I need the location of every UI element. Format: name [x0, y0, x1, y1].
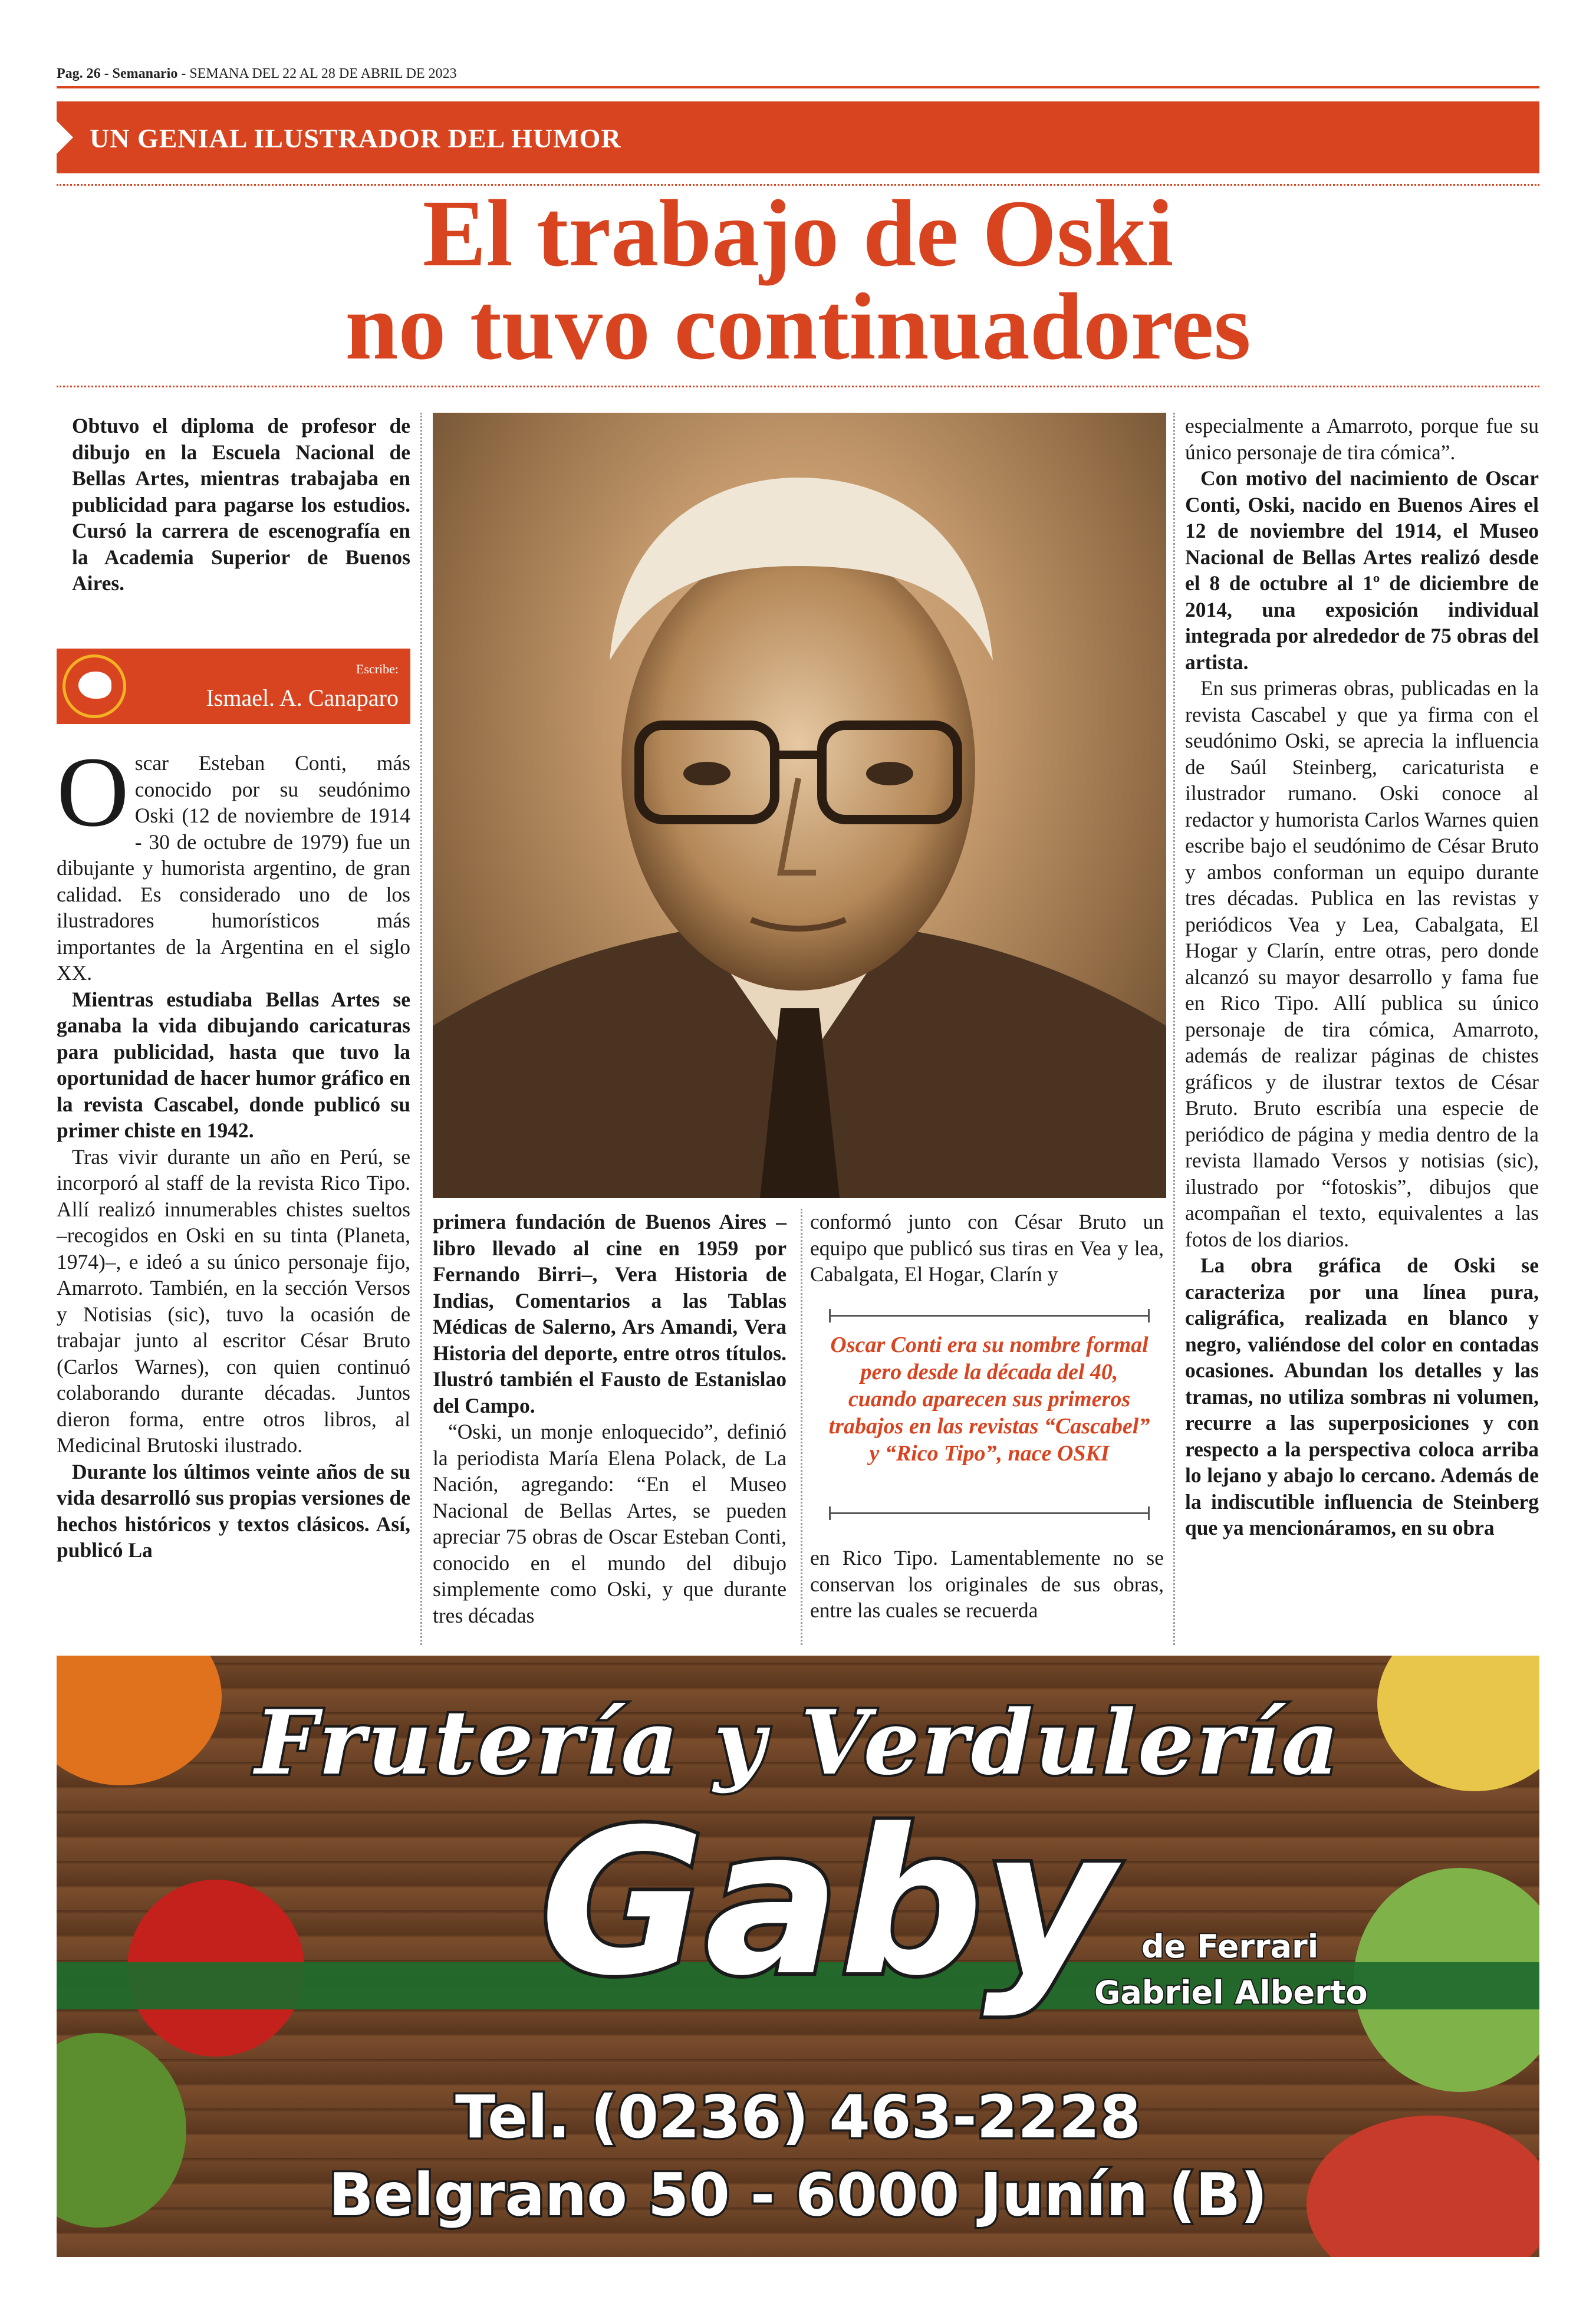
ad-address: Belgrano 50 - 6000 Junín (B) — [328, 2160, 1268, 2229]
ad-phone: Tel. (0236) 463-2228 — [455, 2083, 1141, 2151]
column-2 — [433, 1209, 787, 1629]
column-4 — [1185, 413, 1539, 1541]
body-paragraph: especialmente a Amarroto, porque fue su único personaje de tira cómica”. — [1185, 414, 1539, 464]
pull-quote-text: Oscar Conti era su nombre formal pero desde la década del 40, cuando aparecen sus primeros trabajos en las revistas “Cascabel” y “Rico Tipo”, nace OSKI — [828, 1333, 1150, 1466]
body-paragraph: Oscar Esteban Conti, más conocido por su seudónimo Oski (12 de noviembre de 1914 - 30 de octubre de 1979) fue un dibujante y humorista argentino, de gran calidad. Es considerado uno de los ilustradores humorísticos más importantes de la Argentina en el siglo XX. — [57, 736, 410, 985]
body-paragraph: en Rico Tipo. Lamentablemente no se conservan los originales de sus obras, entre las cuales se recuerda — [810, 1546, 1164, 1622]
body-paragraph: Con motivo del nacimiento de Oscar Conti, Oski, nacido en Buenos Aires el 12 de noviembre del 1914, el Museo Nacional de Bellas Artes realizó desde el 8 de octubre al 1º de diciembre de 2014, una exposición individual integrada por alrededor de 75 obras del artista. — [1185, 466, 1539, 674]
column-3 — [810, 1209, 1164, 1288]
pull-quote — [818, 1305, 1160, 1518]
body-paragraph: “Oski, un monje enloquecido”, definió la periodista María Elena Polack, de La Nación, agregando: “En el Museo Nacional de Bellas Artes, se pueden apreciar 75 obras de Oscar Esteban Conti, conocido en el mundo del dibujo simplemente como Oski, y que durante tres décadas — [433, 1420, 787, 1627]
ad-brand-name: Gaby — [540, 1787, 1114, 2020]
column-3-continued — [810, 1545, 1164, 1624]
publication-name: Semanario — [112, 66, 178, 81]
column-1-body — [57, 736, 410, 1564]
column-divider — [1173, 413, 1175, 1645]
triangle-icon — [57, 121, 73, 154]
portrait-photo — [433, 413, 1166, 1198]
byline-eyebrow: Escribe: — [356, 662, 399, 676]
byline-box — [57, 649, 410, 724]
top-rule — [57, 86, 1539, 88]
ad-subtitle: de Ferrari — [1141, 1928, 1319, 1965]
headline-line-1: El trabajo de Oski — [422, 181, 1174, 287]
issue-week: SEMANA DEL 22 AL 28 DE ABRIL DE 2023 — [189, 66, 457, 81]
body-paragraph: conformó junto con César Bruto un equipo que publicó sus tiras en Vea y lea, Cabalgata, El Hogar, Clarín y — [810, 1210, 1164, 1286]
drop-cap: O — [57, 736, 129, 847]
rooster-logo-icon — [62, 654, 126, 718]
column-1 — [57, 413, 410, 597]
headline — [57, 181, 1539, 380]
page-number: Pag. 26 — [57, 66, 101, 81]
dotted-divider — [57, 386, 1539, 387]
lead-paragraph: Obtuvo el diploma de profesor de dibujo en la Escuela Nacional de Bellas Artes, mientras trabajaba en publicidad para pagarse los estudios. Cursó la carrera de escenografía en la Academia Superior de Buenos Aires. — [72, 414, 410, 595]
body-paragraph: Durante los últimos veinte años de su vida desarrolló sus propias versiones de hechos históricos y textos clásicos. Así, publicó La — [57, 1459, 410, 1562]
folio-separator: - — [177, 66, 190, 81]
kicker-text: UN GENIAL ILUSTRADOR DEL HUMOR — [90, 123, 621, 153]
body-paragraph: La obra gráfica de Oski se caracteriza por una línea pura, caligráfica, realizada en blanco y negro, valiéndose del color en contadas ocasiones. Abundan los detalles y las tramas, no utiliza sombras ni volumen, recurre a las superposiciones y con respecto a la perspectiva coloca arriba lo lejano y abajo lo cercano. Además de la indiscutible influencia de Steinberg que ya mencionáramos, en su obra — [1185, 1254, 1539, 1539]
portrait-illustration — [433, 413, 1166, 1198]
byline-author: Ismael. A. Canaparo — [206, 685, 399, 711]
folio-separator: - — [100, 66, 113, 81]
headline-line-2: no tuvo continuadores — [345, 274, 1251, 380]
page-folio — [57, 66, 457, 82]
body-paragraph: En sus primeras obras, publicadas en la revista Cascabel y que ya firma con el seudónimo Oski, se aprecia la influencia de Saúl Steinberg, caricaturista e ilustrador rumano. Oski conoce al redactor y humorista Carlos Warnes quien escribe bajo el seudónimo de César Bruto y ambos conforman un equipo durante tres décadas. Publica en las revistas y periódicos Vea y Lea, Cabalgata, El Hogar y Clarín, entre otras, pero donde alcanzó su mayor desarrollo y fama fue en Rico Tipo. Allí publica su único personaje de tira cómica, Amarroto, además de realizar páginas de chistes gráficos y de ilustrar textos de César Bruto. Bruto escribía una especie de periódico de página y media dentro de la revista llamado Versos y notisias (sic), ilustrado por “fotoskis”, dibujos que acompañan el texto, equivalentes a las fotos de los diarios. — [1185, 676, 1539, 1251]
body-paragraph: Tras vivir durante un año en Perú, se incorporó al staff de la revista Rico Tipo. Allí realizó innumerables chistes sueltos –recogidos en Oski en su tinta (Planeta, 1974)–, e ideó a su único personaje fijo, Amarroto. También, en la sección Versos y Notisias (sic), tuvo la ocasión de trabajar junto al escritor César Bruto (Carlos Warnes), con quien continuó colaborando durante décadas. Juntos dieron forma, entre otros libros, al Medicinal Brutoski ilustrado. — [57, 1144, 410, 1457]
column-divider — [801, 1209, 802, 1645]
quote-rule-top — [829, 1315, 1150, 1317]
quote-rule-bottom — [829, 1512, 1150, 1514]
ad-owner: Gabriel Alberto — [1094, 1974, 1368, 2011]
body-paragraph: Mientras estudiaba Bellas Artes se ganaba la vida dibujando caricaturas para publicidad, hasta que tuvo la oportunidad de hacer humor gráfico en la revista Cascabel, donde publicó su primer chiste en 1942. — [57, 987, 410, 1142]
kicker-bar — [57, 101, 1539, 173]
column-divider — [420, 413, 422, 1645]
ad-title: Frutería y Verdulería — [255, 1691, 1341, 1795]
advertisement — [57, 1656, 1539, 2257]
body-paragraph: primera fundación de Buenos Aires –libro llevado al cine en 1959 por Fernando Birri–, Vera Historia de Indias, Comentarios a las Tablas Médicas de Salerno, Ars Amandi, Vera Historia del deporte, entre otros títulos. Ilustró también el Fausto de Estanislao del Campo. — [433, 1210, 787, 1417]
